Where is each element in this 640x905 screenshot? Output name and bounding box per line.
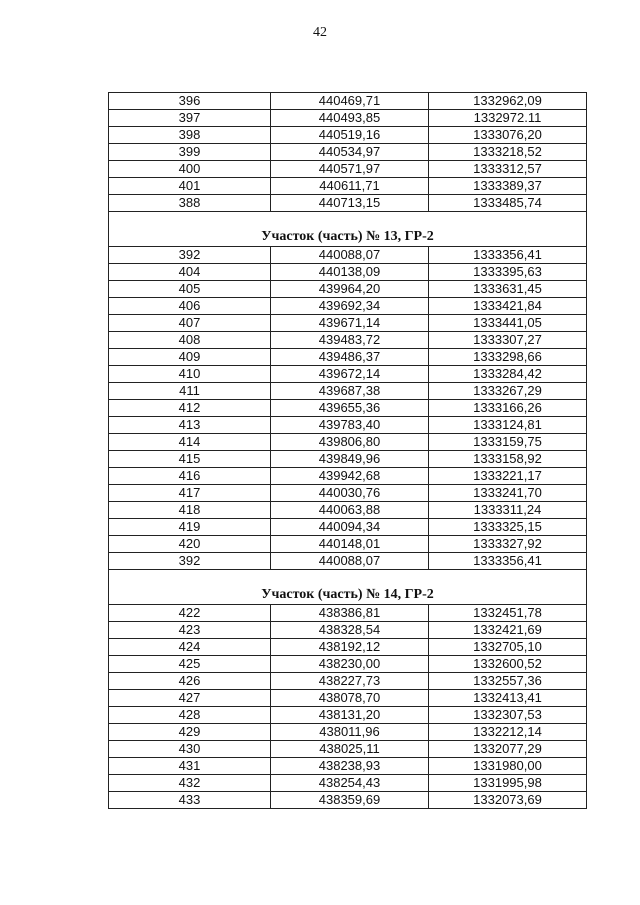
point-number-cell: 415: [109, 451, 271, 468]
x-coordinate-cell: 440713,15: [271, 195, 429, 212]
point-number-cell: 423: [109, 622, 271, 639]
table-row: [109, 502, 587, 519]
x-coordinate-cell: 439687,38: [271, 383, 429, 400]
table-row: [109, 605, 587, 622]
table-row: [109, 178, 587, 195]
x-coordinate-cell: 439672,14: [271, 366, 429, 383]
x-coordinate-cell: 440519,16: [271, 127, 429, 144]
table-row: [109, 264, 587, 281]
x-coordinate-cell: 438192,12: [271, 639, 429, 656]
point-number-cell: 432: [109, 775, 271, 792]
x-coordinate-cell: 439964,20: [271, 281, 429, 298]
table-row: [109, 468, 587, 485]
y-coordinate-cell: 1333485,74: [429, 195, 587, 212]
y-coordinate-cell: 1332451,78: [429, 605, 587, 622]
point-number-cell: 431: [109, 758, 271, 775]
x-coordinate-cell: 438254,43: [271, 775, 429, 792]
table-row: [109, 400, 587, 417]
x-coordinate-cell: 438328,54: [271, 622, 429, 639]
point-number-cell: 396: [109, 93, 271, 110]
x-coordinate-cell: 440611,71: [271, 178, 429, 195]
x-coordinate-cell: 439783,40: [271, 417, 429, 434]
y-coordinate-cell: 1333158,92: [429, 451, 587, 468]
table-row: [109, 485, 587, 502]
y-coordinate-cell: 1332413,41: [429, 690, 587, 707]
table-row: [109, 383, 587, 400]
x-coordinate-cell: 438238,93: [271, 758, 429, 775]
point-number-cell: 425: [109, 656, 271, 673]
y-coordinate-cell: 1332077,29: [429, 741, 587, 758]
y-coordinate-cell: 1331980,00: [429, 758, 587, 775]
table-row: [109, 451, 587, 468]
y-coordinate-cell: 1333631,45: [429, 281, 587, 298]
y-coordinate-cell: 1333076,20: [429, 127, 587, 144]
point-number-cell: 404: [109, 264, 271, 281]
point-number-cell: 420: [109, 536, 271, 553]
y-coordinate-cell: 1333389,37: [429, 178, 587, 195]
point-number-cell: 399: [109, 144, 271, 161]
x-coordinate-cell: 438230,00: [271, 656, 429, 673]
y-coordinate-cell: 1333421,84: [429, 298, 587, 315]
x-coordinate-cell: 440088,07: [271, 553, 429, 570]
point-number-cell: 397: [109, 110, 271, 127]
y-coordinate-cell: 1333166,26: [429, 400, 587, 417]
table-row: [109, 707, 587, 724]
table-row: [109, 332, 587, 349]
y-coordinate-cell: 1333356,41: [429, 247, 587, 264]
y-coordinate-cell: 1333284,42: [429, 366, 587, 383]
point-number-cell: 416: [109, 468, 271, 485]
x-coordinate-cell: 439671,14: [271, 315, 429, 332]
x-coordinate-cell: 439942,68: [271, 468, 429, 485]
coordinates-table: [108, 92, 587, 809]
point-number-cell: 388: [109, 195, 271, 212]
table-row: [109, 519, 587, 536]
point-number-cell: 411: [109, 383, 271, 400]
y-coordinate-cell: 1332972.11: [429, 110, 587, 127]
x-coordinate-cell: 439655,36: [271, 400, 429, 417]
table-row: [109, 656, 587, 673]
table-row: [109, 144, 587, 161]
point-number-cell: 401: [109, 178, 271, 195]
table-row: [109, 195, 587, 212]
x-coordinate-cell: 440469,71: [271, 93, 429, 110]
point-number-cell: 398: [109, 127, 271, 144]
table-row: [109, 366, 587, 383]
y-coordinate-cell: 1332307,53: [429, 707, 587, 724]
x-coordinate-cell: 438078,70: [271, 690, 429, 707]
point-number-cell: 429: [109, 724, 271, 741]
table-row: [109, 247, 587, 264]
table-row: [109, 349, 587, 366]
table-row: [109, 127, 587, 144]
x-coordinate-cell: 438386,81: [271, 605, 429, 622]
y-coordinate-cell: 1332557,36: [429, 673, 587, 690]
point-number-cell: 427: [109, 690, 271, 707]
table-row: [109, 161, 587, 178]
y-coordinate-cell: 1332705,10: [429, 639, 587, 656]
x-coordinate-cell: 438025,11: [271, 741, 429, 758]
y-coordinate-cell: 1331995,98: [429, 775, 587, 792]
point-number-cell: 412: [109, 400, 271, 417]
point-number-cell: 426: [109, 673, 271, 690]
page-number: 42: [313, 25, 327, 40]
y-coordinate-cell: 1333327,92: [429, 536, 587, 553]
point-number-cell: 414: [109, 434, 271, 451]
table-row: [109, 417, 587, 434]
point-number-cell: 392: [109, 247, 271, 264]
point-number-cell: 410: [109, 366, 271, 383]
table-row: [109, 298, 587, 315]
point-number-cell: 418: [109, 502, 271, 519]
section-header-row: [109, 570, 587, 605]
y-coordinate-cell: 1333325,15: [429, 519, 587, 536]
y-coordinate-cell: 1333312,57: [429, 161, 587, 178]
x-coordinate-cell: 440148,01: [271, 536, 429, 553]
y-coordinate-cell: 1333241,70: [429, 485, 587, 502]
table-row: [109, 536, 587, 553]
table-row: [109, 724, 587, 741]
x-coordinate-cell: 438359,69: [271, 792, 429, 809]
table-row: [109, 775, 587, 792]
section-title: Участок (часть) № 14, ГР-2: [109, 570, 587, 605]
table-row: [109, 110, 587, 127]
point-number-cell: 417: [109, 485, 271, 502]
y-coordinate-cell: 1333298,66: [429, 349, 587, 366]
y-coordinate-cell: 1333441,05: [429, 315, 587, 332]
point-number-cell: 400: [109, 161, 271, 178]
x-coordinate-cell: 440138,09: [271, 264, 429, 281]
y-coordinate-cell: 1333395,63: [429, 264, 587, 281]
x-coordinate-cell: 440088,07: [271, 247, 429, 264]
point-number-cell: 409: [109, 349, 271, 366]
point-number-cell: 408: [109, 332, 271, 349]
x-coordinate-cell: 440534,97: [271, 144, 429, 161]
x-coordinate-cell: 440030,76: [271, 485, 429, 502]
y-coordinate-cell: 1332600,52: [429, 656, 587, 673]
point-number-cell: 392: [109, 553, 271, 570]
y-coordinate-cell: 1333311,24: [429, 502, 587, 519]
x-coordinate-cell: 440063,88: [271, 502, 429, 519]
table-row: [109, 792, 587, 809]
x-coordinate-cell: 439806,80: [271, 434, 429, 451]
table-row: [109, 434, 587, 451]
point-number-cell: 422: [109, 605, 271, 622]
x-coordinate-cell: 438011,96: [271, 724, 429, 741]
y-coordinate-cell: 1332962,09: [429, 93, 587, 110]
x-coordinate-cell: 439849,96: [271, 451, 429, 468]
table-row: [109, 741, 587, 758]
point-number-cell: 430: [109, 741, 271, 758]
point-number-cell: 407: [109, 315, 271, 332]
y-coordinate-cell: 1332421,69: [429, 622, 587, 639]
y-coordinate-cell: 1333124,81: [429, 417, 587, 434]
x-coordinate-cell: 438227,73: [271, 673, 429, 690]
x-coordinate-cell: 439483,72: [271, 332, 429, 349]
table-row: [109, 281, 587, 298]
table-row: [109, 93, 587, 110]
x-coordinate-cell: 438131,20: [271, 707, 429, 724]
x-coordinate-cell: 439486,37: [271, 349, 429, 366]
table-row: [109, 690, 587, 707]
point-number-cell: 419: [109, 519, 271, 536]
y-coordinate-cell: 1333221,17: [429, 468, 587, 485]
section-header-row: [109, 212, 587, 247]
table-row: [109, 315, 587, 332]
point-number-cell: 406: [109, 298, 271, 315]
point-number-cell: 433: [109, 792, 271, 809]
table-row: [109, 622, 587, 639]
y-coordinate-cell: 1333267,29: [429, 383, 587, 400]
point-number-cell: 405: [109, 281, 271, 298]
x-coordinate-cell: 440094,34: [271, 519, 429, 536]
y-coordinate-cell: 1333159,75: [429, 434, 587, 451]
y-coordinate-cell: 1332212,14: [429, 724, 587, 741]
point-number-cell: 413: [109, 417, 271, 434]
y-coordinate-cell: 1332073,69: [429, 792, 587, 809]
table-row: [109, 673, 587, 690]
table-row: [109, 553, 587, 570]
point-number-cell: 428: [109, 707, 271, 724]
table-row: [109, 639, 587, 656]
section-title: Участок (часть) № 13, ГР-2: [109, 212, 587, 247]
x-coordinate-cell: 439692,34: [271, 298, 429, 315]
y-coordinate-cell: 1333356,41: [429, 553, 587, 570]
table-row: [109, 758, 587, 775]
y-coordinate-cell: 1333218,52: [429, 144, 587, 161]
x-coordinate-cell: 440571,97: [271, 161, 429, 178]
point-number-cell: 424: [109, 639, 271, 656]
x-coordinate-cell: 440493,85: [271, 110, 429, 127]
y-coordinate-cell: 1333307,27: [429, 332, 587, 349]
